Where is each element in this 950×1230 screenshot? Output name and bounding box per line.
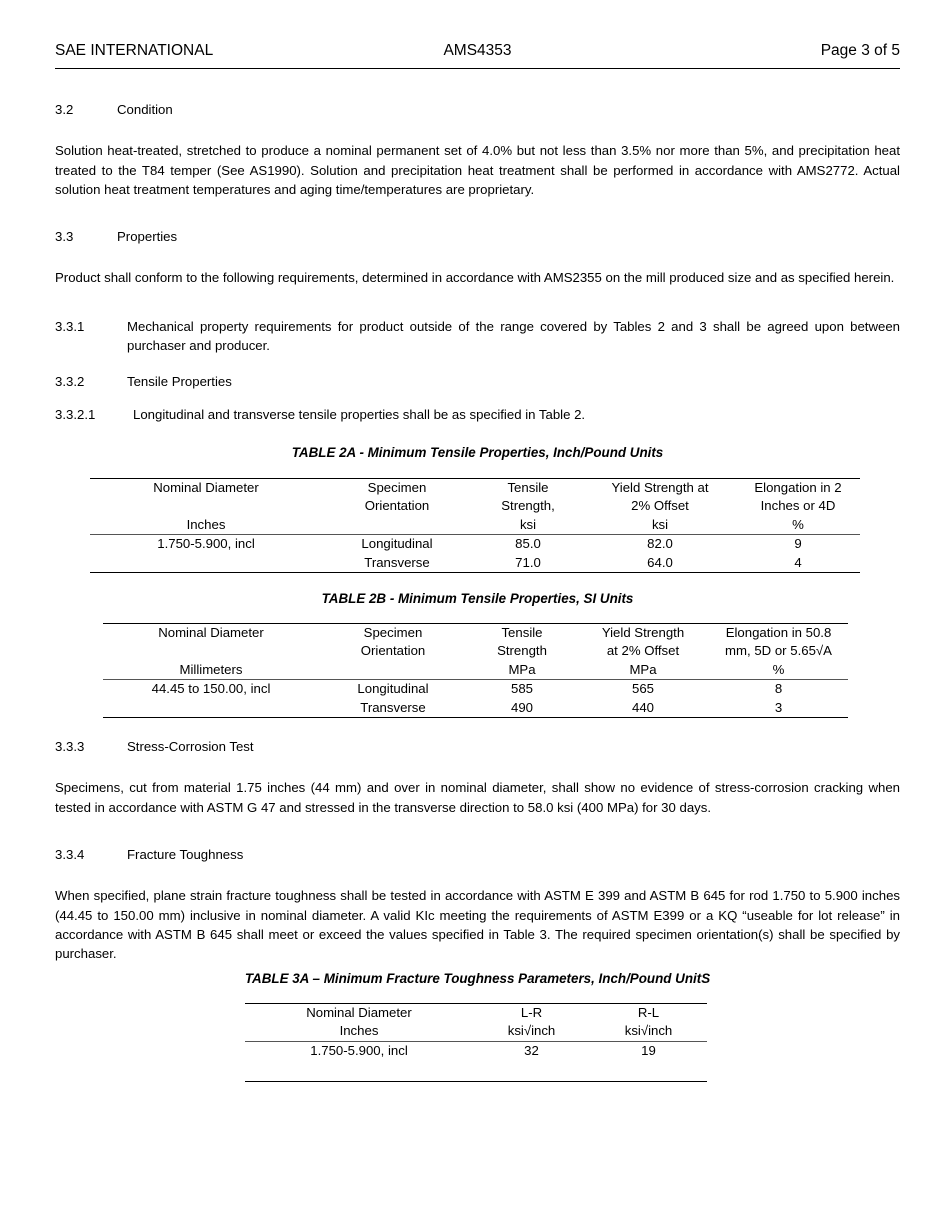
section-3-3-3-number: 3.3.3: [55, 739, 85, 754]
section-3-3-4-title: Fracture Toughness: [127, 847, 244, 862]
header-line: Nominal Diameter: [158, 625, 264, 640]
header-line: MPa: [629, 661, 657, 677]
section-3-3-heading: [55, 227, 900, 246]
table-row: [90, 535, 860, 554]
rule-cell: [736, 573, 860, 574]
header-line: ksi√inch: [507, 1023, 556, 1039]
rule-cell: [577, 718, 709, 719]
table-2b-cell: 565: [577, 680, 709, 699]
spacer: [55, 119, 900, 141]
section-3-3-4: [55, 845, 900, 963]
table-2b-cell: [103, 699, 319, 718]
table-3a-caption: TABLE 3A – Minimum Fracture Toughness Parameters, Inch/Pound UnitS: [244, 971, 711, 986]
spacer-cell: [590, 1060, 707, 1082]
table-2b-bottom-rule: [103, 718, 848, 719]
table-2a-cell: 4: [794, 554, 802, 570]
spacer: [55, 246, 900, 268]
table-row: [103, 699, 848, 718]
table-2a-col-header: [736, 479, 860, 535]
header-line: Elongation in 50.8: [725, 625, 832, 640]
rule-cell: [322, 573, 472, 574]
header-line: ksi: [651, 516, 669, 532]
section-3-3-4-number: 3.3.4: [55, 847, 85, 862]
header-line: Tensile: [501, 625, 543, 640]
section-3-3-4-heading: [55, 845, 900, 864]
table-2b-cell: 8: [709, 680, 848, 699]
section-3-3-title: Properties: [117, 229, 178, 244]
table-2b-cell: 44.45 to 150.00, incl: [103, 680, 319, 699]
table-2a-col-header: [584, 479, 736, 535]
table-2b-cell: 440: [631, 699, 654, 715]
rule-cell: [90, 573, 322, 574]
section-3-2-body: Solution heat-treated, stretched to produce a nominal permanent set of 4.0% but not less than 3.5% nor more than 5%, and precipitation heat treated to the T84 temper (See AS1990). Solution and precipitation heat treatment shall be performed in accordance with AMS2772. Actual solution heat treatment temperatures and aging time/temperatures are proprietary.: [55, 143, 900, 197]
table-3a-spacer-row: [245, 1060, 707, 1082]
spacer-cell: [473, 1060, 590, 1082]
table-2a-cell: Longitudinal: [322, 535, 472, 554]
table-2b-col-header: [577, 624, 709, 680]
header-line: L-R: [520, 1005, 543, 1020]
table-3a-cell: 19: [590, 1041, 707, 1060]
section-3-3-3: [55, 737, 900, 817]
header-line: mm, 5D or 5.65√A: [725, 643, 832, 659]
table-3a-cell: 1.750-5.900, incl: [245, 1041, 473, 1060]
section-3-3-3-title: Stress-Corrosion Test: [127, 739, 254, 754]
section-3-2-heading: [55, 100, 900, 119]
section-3-3-2-number: 3.3.2: [55, 374, 85, 389]
table-2b-col-header: [103, 624, 319, 680]
header-line: ksi: [519, 516, 537, 532]
table-2a-cell: 85.0: [472, 535, 584, 554]
table-2b-col-header: [709, 624, 848, 680]
header-document-number: AMS4353: [443, 42, 512, 59]
header-line: Inches: [339, 1023, 379, 1039]
table-2a-col-header: [90, 479, 322, 535]
header-page-number: Page 3 of 5: [820, 42, 900, 59]
table-2b-cell: Transverse: [360, 699, 426, 715]
table-2a-cell: 9: [736, 535, 860, 554]
table-2a-cell: Transverse: [364, 554, 430, 570]
header-line: Millimeters: [179, 661, 243, 677]
section-3-2-title: Condition: [117, 102, 173, 117]
rule-cell: [472, 573, 584, 574]
header-line: Yield Strength: [601, 625, 685, 640]
section-3-3-3-heading: [55, 737, 900, 756]
header-line: at 2% Offset: [606, 643, 680, 659]
section-3-3-body: Product shall conform to the following requirements, determined in accordance with AMS2355 on the mill produced size and as specified herein.: [55, 270, 895, 286]
section-3-3-1: [55, 317, 900, 356]
table-2a-cell: [90, 554, 322, 573]
table-2a-cell: 71.0: [515, 554, 541, 570]
section-3-3-1-number: 3.3.1: [55, 319, 85, 334]
rule-cell: [709, 718, 848, 719]
page-header: [55, 42, 900, 69]
table-2b-cell: 490: [510, 699, 533, 715]
section-3-3-2: [55, 372, 900, 391]
table-3a-col-header: [590, 1004, 707, 1042]
table-2a-cell: 1.750-5.900, incl: [90, 535, 322, 554]
rule-cell: [103, 718, 319, 719]
header-line: ksi√inch: [624, 1023, 673, 1039]
rule-cell: [319, 718, 467, 719]
header-line: Yield Strength at: [611, 480, 709, 495]
header-blank-line: [90, 497, 322, 515]
table-2b: [103, 623, 848, 718]
section-3-3-2-1: [55, 405, 900, 424]
header-line: Nominal Diameter: [306, 1005, 412, 1020]
table-2b-cell: 585: [467, 680, 577, 699]
header-line: Orientation: [360, 643, 426, 659]
table-2b-grid: [103, 623, 848, 718]
header-line: MPa: [508, 661, 536, 677]
header-line: Inches or 4D: [760, 498, 836, 514]
spacer-cell: [245, 1060, 473, 1082]
section-3-3-2-1-number: 3.3.2.1: [55, 407, 96, 422]
table-2b-caption: TABLE 2B - Minimum Tensile Properties, SI Units: [321, 591, 634, 606]
table-2a-cell: 64.0: [647, 554, 673, 570]
header-line: Specimen: [367, 480, 427, 495]
header-organization: SAE INTERNATIONAL: [55, 42, 214, 59]
section-3-3-2-1-body: Longitudinal and transverse tensile properties shall be as specified in Table 2.: [133, 407, 586, 422]
spacer: [55, 864, 900, 886]
section-3-3-2-heading: [55, 372, 900, 391]
table-2a-cell: 82.0: [584, 535, 736, 554]
header-blank-line: [103, 642, 319, 660]
section-3-3-3-body: Specimens, cut from material 1.75 inches (44 mm) and over in nominal diameter, shall show no evidence of stress-corrosion cracking when tested in accordance with ASTM G 47 and stressed in the transverse direction to 58.0 ksi (400 MPa) for 30 days.: [55, 780, 900, 815]
table-2a-col-header: [322, 479, 472, 535]
section-3-3-2-1-block: [55, 405, 900, 424]
section-3-3: [55, 227, 900, 288]
header-line: Strength: [497, 643, 547, 659]
table-2a-col-header: [472, 479, 584, 535]
rule-cell: [467, 718, 577, 719]
table-2a: [90, 478, 860, 573]
spacer: [55, 756, 900, 778]
table-row: [245, 1041, 707, 1060]
table-row: [103, 680, 848, 699]
table-3a: [245, 1003, 707, 1082]
section-3-3-2-title: Tensile Properties: [127, 374, 232, 389]
section-3-2-number: 3.2: [55, 102, 74, 117]
table-2b-cell: 3: [774, 699, 783, 715]
section-3-3-1-body: Mechanical property requirements for product outside of the range covered by Tables 2 and 3 shall be agreed upon between purchaser and producer.: [127, 319, 900, 354]
table-3a-grid: [245, 1003, 707, 1082]
table-2b-header-row: [103, 624, 848, 680]
header-line: %: [772, 661, 785, 677]
header-line: Inches: [186, 516, 226, 532]
table-3a-header-row: [245, 1004, 707, 1042]
section-3-3-4-body: When specified, plane strain fracture toughness shall be tested in accordance with ASTM E 399 and ASTM B 645 for rod 1.750 to 5.900 inches (44.45 to 150.00 mm) inclusive in nominal diameter. A valid KIc meeting the requirements of ASTM E399 or a KQ “useable for lot release” in accordance with ASTM B 645 shall meet or exceed the values specified in Table 3. The required specimen orientation(s) shall be specified by purchaser.: [55, 888, 900, 962]
table-2b-cell: Longitudinal: [319, 680, 467, 699]
table-2b-col-header: [319, 624, 467, 680]
table-2a-header-row: [90, 479, 860, 535]
table-3a-cell: 32: [473, 1041, 590, 1060]
table-2a-caption: TABLE 2A - Minimum Tensile Properties, Inch/Pound Units: [291, 445, 664, 460]
section-3-3-number: 3.3: [55, 229, 74, 244]
header-line: Strength,: [501, 498, 555, 514]
header-line: 2% Offset: [631, 498, 689, 514]
header-line: R-L: [637, 1005, 660, 1020]
header-line: Specimen: [363, 625, 423, 640]
rule-cell: [590, 1082, 707, 1083]
header-line: Orientation: [364, 498, 430, 514]
header-line: Elongation in 2: [754, 480, 842, 495]
section-3-2: [55, 100, 900, 199]
table-row: [90, 554, 860, 573]
rule-cell: [245, 1082, 473, 1083]
table-3a-bottom-rule: [245, 1082, 707, 1083]
section-3-3-1-block: [55, 317, 900, 356]
rule-cell: [584, 573, 736, 574]
table-2a-bottom-rule: [90, 573, 860, 574]
rule-cell: [473, 1082, 590, 1083]
table-2b-col-header: [467, 624, 577, 680]
header-line: Nominal Diameter: [153, 480, 259, 495]
table-2a-grid: [90, 478, 860, 573]
table-3a-col-header: [473, 1004, 590, 1042]
header-line: %: [792, 516, 804, 532]
header-line: Tensile: [507, 480, 549, 495]
table-3a-col-header: [245, 1004, 473, 1042]
